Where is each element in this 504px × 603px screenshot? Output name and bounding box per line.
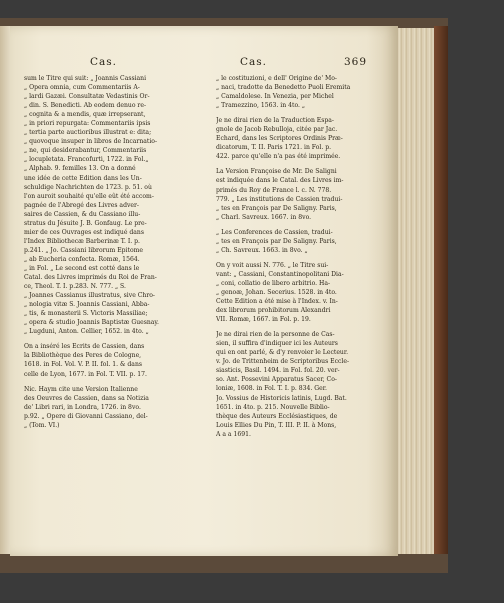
text-line: 1618. in Fol. Vol. V. P. II. fol. 1. & dans xyxy=(24,361,142,369)
text-line: „ quovoque insuper in libros de Incarnatio- xyxy=(24,138,158,146)
text-line: „ locupletata. Francofurti, 1722. in Fol.„ xyxy=(24,156,149,164)
text-line: „ Opera omnia, cum Commentariis A- xyxy=(24,84,140,92)
text-line: „ din. S. Benedicti. Ab eodem denuo re- xyxy=(24,102,146,110)
text-line: „ Charl. Savreux. 1667. in 8vo. xyxy=(216,213,312,221)
text-line: la Bibliothèque des Peres de Cologne, xyxy=(24,352,142,360)
text-line: „ lardi Gazæi. Consultatæ Vedastinis Or- xyxy=(24,93,150,101)
text-line: sien, il suffira d'indiquer ici les Auteurs xyxy=(216,340,338,348)
text-line: 422. parce qu'elle n'a pas été imprimée. xyxy=(216,153,341,161)
text-line: „ in priori repurgata: Commentariis ipsis xyxy=(24,120,151,128)
text-line: „ le costituzioni, e dell' Origine de' Mo- xyxy=(216,75,337,82)
text-line: mier de ces Ouvrages est indiqué dans xyxy=(24,228,144,236)
text-line: schuldige Nachrichten de 1723. p. 51. où xyxy=(24,183,152,191)
text-line: On y voit aussi N. 776. „ le Titre sui- xyxy=(216,261,329,269)
text-line: „ genoæ, Johan. Secerius. 1528. in 4to. xyxy=(216,288,337,296)
text-line: stratus du Jésuite J. B. Gonfaug. Le pre- xyxy=(24,219,147,227)
text-line: „ opera & studio Joannis Baptistæ Guesnay. xyxy=(24,319,159,327)
text-line: primés du Roy de France l. c. N. 778. xyxy=(216,186,332,194)
text-line: „ Lugduni, Anton. Cellier, 1652. in 4to. „ xyxy=(24,328,149,336)
left-text-column xyxy=(24,74,170,430)
text-line: p.241. „ Jo. Cassiani librorum Epitome xyxy=(24,246,143,254)
text-line: est indiquée dans le Catal. des Livres im- xyxy=(216,177,344,185)
text-line: Louis Ellies Du Pin, T. III. P. II. à Mons, xyxy=(216,421,337,429)
text-line: La Version Françoise de Mr. De Saligni xyxy=(216,168,337,176)
text-line: „ tes en François par De Saligny. Paris, xyxy=(216,237,337,245)
text-line: „ (Tom. VI.) xyxy=(24,421,60,429)
text-line: 1651. in 4to. p. 215. Nouvelle Biblio- xyxy=(216,403,330,411)
text-line: „ Tramezzino, 1563. in 4to. „ xyxy=(216,102,306,110)
text-line: vant: „ Cassiani, Constantinopolitani Dia- xyxy=(216,270,344,278)
text-line: „ tis, & monasterii S. Victoris Massiliae; xyxy=(24,310,148,318)
text-line: „ in Fol. „ Le second est cotté dans le xyxy=(24,264,140,272)
text-line: dex librorum prohibitorum Alexandri xyxy=(216,307,331,315)
book-binding xyxy=(434,26,448,554)
text-line: Nic. Haym cite une Version Italienne xyxy=(24,385,138,393)
text-line: 779. „ Les institutions de Cassien tradui- xyxy=(216,195,343,203)
text-line: des Oeuvres de Cassien, dans sa Notizia xyxy=(24,394,149,402)
text-line: celle de Lyon, 1677. in Fol. T. VII. p. 17. xyxy=(24,370,147,378)
right-running-head: Cas. xyxy=(240,56,268,68)
page-fore-edge xyxy=(398,28,434,554)
text-line: „ Joannes Cassianus illustratus, sive Chro- xyxy=(24,292,155,300)
text-line: sum le Titre qui suit: „ Joannis Cassiani xyxy=(24,75,147,82)
text-line: gnole de Jacob Rebulloja, citée par Jac. xyxy=(216,126,338,134)
text-line: une idée de cette Edition dans les Un- xyxy=(24,174,142,182)
text-line: „ Alphab. 9. femilles 13. On a donné xyxy=(24,165,136,173)
text-line: Catal. des Livres imprimés du Roi de Fran- xyxy=(24,274,157,282)
text-line: „ ne, qui desiderabantur, Commentariis xyxy=(24,147,147,155)
text-line: A a a 1691. xyxy=(216,430,251,438)
text-line: Je ne dirai rien de la personne de Cas- xyxy=(216,331,335,339)
text-line: dicatorum, T. II. Paris 1721. in Fol. p. xyxy=(216,144,332,152)
text-line: VII. Romæ, 1667. in Fol. p. 19. xyxy=(216,316,311,324)
text-line: Jo. Vossius de Historicis latinis, Lugd. Bat. xyxy=(216,394,347,402)
page-number: 369 xyxy=(344,56,368,68)
text-line: „ tertia parte auctioribus illustrat e: dita; xyxy=(24,129,152,137)
text-line: saires de Cassien, & du Cassiano illu- xyxy=(24,210,141,218)
text-line: „ ab Eucheria confecta. Romæ, 1564. xyxy=(24,255,140,263)
text-line: l'Index Bibliothecæ Barberinæ T. I. p. xyxy=(24,237,140,245)
text-line: „ Les Conferences de Cassien, tradui- xyxy=(216,228,333,236)
text-line: qui en ont parlé, & d'y renvoier le Lecteur. xyxy=(216,349,349,357)
text-line: pagnée de l'Abregé des Livres adver- xyxy=(24,201,139,209)
text-line: „ Camaldolese. In Venezia, per Michel xyxy=(216,93,334,101)
right-text-column xyxy=(216,74,362,439)
text-line: „ cognita & a mendis, quæ irrepserant, xyxy=(24,111,146,119)
text-line: „ Ch. Savreux. 1663. in 8vo. „ xyxy=(216,246,308,254)
text-line: Cette Edition a été mise à l'Index. v. In- xyxy=(216,298,338,306)
text-line: v. Jo. de Trittenheim de Scriptoribus Eccle- xyxy=(216,358,350,366)
text-line: „ naci, tradotte da Benedetto Puoli Eremita xyxy=(216,84,351,92)
text-line: de' Libri rari, in Londra, 1726. in 8vo. xyxy=(24,403,141,411)
text-line: siasticis, Basil. 1494. in Fol. fol. 20. ver- xyxy=(216,367,340,375)
text-line: „ tes en François par De Saligny. Paris, xyxy=(216,204,337,212)
left-running-head: Cas. xyxy=(90,56,118,68)
text-line: loniæ, 1608. in Fol. T. I. p. 834. Ger. xyxy=(216,385,327,393)
text-line: ce, Theol. T. I. p.283. N. 777. „ S. xyxy=(24,283,126,291)
text-line: so. Ant. Possevini Apparatus Sacer, Co- xyxy=(216,376,337,384)
text-line: l'on auroit souhaité qu'elle eût été accom- xyxy=(24,192,154,200)
text-line: Je ne dirai rien de la Traduction Espa- xyxy=(216,117,334,125)
text-line: Echard, dans les Scriptores Ordinis Præ- xyxy=(216,135,343,143)
text-line: thèque des Auteurs Ecclésiastiques, de xyxy=(216,412,338,420)
text-line: „ coni, collatio de libero arbitrio. Ha- xyxy=(216,279,331,287)
text-line: „ nologia vitæ S. Joannis Cassiani, Abba- xyxy=(24,301,150,309)
text-line: On a inséré les Ecrits de Cassien, dans xyxy=(24,343,145,351)
text-line: p.92. „ Opere di Giovanni Cassiano, del- xyxy=(24,412,148,420)
